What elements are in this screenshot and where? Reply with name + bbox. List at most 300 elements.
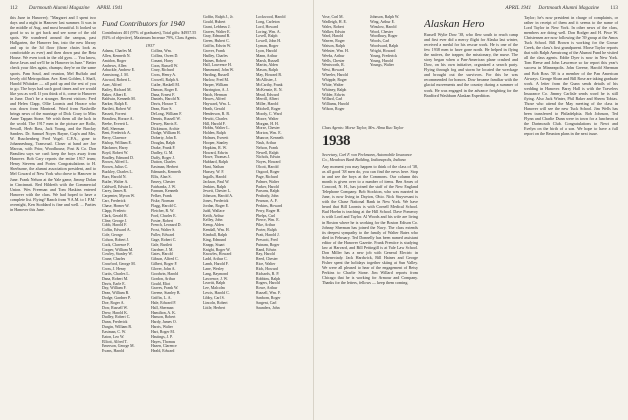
- contributor-name: Jordan, Roger E.: [203, 203, 230, 208]
- fund-heading: Fund Contributors for 1940: [102, 19, 185, 28]
- contributor-name: Gray, Edmund B.: [203, 34, 231, 39]
- contributor-name: Ellis, Alan S.: [151, 174, 172, 179]
- contributor-name: Prescott, Fred: [256, 237, 278, 242]
- contributor-name: Wilder, Edwin: [322, 92, 345, 97]
- contributor-name: Graves, Walter E.: [203, 29, 231, 34]
- contributor-name: Gibson, Alfred C.: [151, 257, 179, 262]
- contributor-name: Elliott, Alfred T.: [102, 339, 128, 344]
- contributor-name: Robbins, Ralph: [256, 276, 281, 281]
- contributor-name: Lewis, Harold C.: [203, 291, 230, 296]
- contributor-name: Hart, Roger M.: [151, 329, 175, 334]
- contributor-name: Wilson, Roger: [322, 107, 345, 112]
- contributor-name: Pike, Arthur: [256, 223, 276, 228]
- contributor-name: Vose, Carl M.: [322, 15, 344, 19]
- alaska-text: Russell Wylie Dow '38, who flew south to reach camp and first ever did a mercy flight for Alaska last winter, received a medal for his rescue work. He is one of the few 1938 men to have gone north. He helped in flying the natives, the trapper, the missionary, the nurse. The story began when a Pan-American plane crashed and Dow, on his own initiative, organized a search party. Flying through fog and storm he located the wreckage and brought out the survivors. For this he was recommended for honors. Dow became familiar with the glacial movements and the country during a summer of work. He was engaged in the advance freighting for the Bradford Washburn Alaskan Expedition.: [424, 32, 518, 98]
- contributor-name: Mason, Ralph: [256, 68, 278, 73]
- contributor-name: Miller, Harold: [256, 102, 279, 107]
- contributor-name: Doherty, John E.: [151, 136, 178, 141]
- contributor-name: Dodge, William H.: [151, 131, 181, 136]
- contributor-name: Young, Frederick: [370, 53, 398, 58]
- contributor-name: Dorr, Russell W.: [102, 305, 128, 310]
- contributor-name: Harlow, Fred M.: [203, 77, 229, 82]
- contributor-name: Curtis, Charles L.: [102, 271, 130, 276]
- contributor-name: Sargent, Carl: [256, 300, 277, 305]
- contributor-name: Coffin, Edward A.: [102, 228, 131, 233]
- contributor-name: Watson, Ralph: [322, 44, 345, 49]
- secretary-line: Secretary, Carl F. von Peckmann, Automobile Insurance Co., Meadows Bank Building, Indianapolis, Indiana: [322, 152, 413, 162]
- contributor-name: Cross, J. Henry: [102, 266, 126, 271]
- contributor-name: Parker, Harold: [256, 184, 279, 189]
- contributor-name: Woods, Carl: [370, 39, 390, 44]
- contributor-name: Glover, John A.: [151, 266, 176, 271]
- contributor-name: Felker, Frank: [151, 194, 172, 199]
- contributor-name: Douglas, Ralph: [151, 141, 176, 146]
- contributor-name: Wells, Chester: [322, 58, 345, 63]
- contributor-name: Allen, Kenneth N.: [102, 53, 131, 58]
- contributor-name: Winslow, Harold: [370, 24, 397, 29]
- contributor-name: Perkins, Howard: [256, 203, 283, 208]
- contributor-name: Eaton, Leo W.: [102, 334, 125, 339]
- contributor-name: Chase, Homer W.: [102, 204, 130, 208]
- contributor-name: Evans, Harold: [102, 349, 125, 354]
- contributor-name: Merrill, Albert: [256, 97, 279, 102]
- contributor-name: Adams, Charles M.: [102, 49, 133, 53]
- contributor-name: Johnson, Harold A.: [203, 194, 234, 199]
- contributor-name: Rice, Walter: [256, 262, 276, 267]
- contributor-name: Bailey, Richard M.: [102, 87, 132, 92]
- contributor-name: Atwood, Robert L.: [102, 78, 132, 83]
- contributor-name: West, Howard: [322, 68, 345, 73]
- contributor-name: Marsh, Russell: [256, 58, 280, 63]
- contributor-name: Emerson, George M.: [102, 344, 135, 349]
- contributor-name: Lockwood, Harold: [256, 15, 286, 19]
- contributor-name: Baker, Albert E.: [102, 92, 128, 97]
- fund-subline: Contributors 401 (97% of graduates), Total gifts: $4957.55 (92% of objective), Maximum Increase 79%, Class Agents.: [102, 30, 198, 40]
- class-1938-text: Any moment you may happen to think of the class of '38, as all good '38 men do, you can find the news here. Stop in and see the boys at the Commons. Our column this month is given over to a number of items. Ben Ames of Concord, N. H., has joined the staff of the New England Telephone Company. Bob Stockton, who was married in June, is now living in Dayton, Ohio. Nick Stuyvesant is with the Chase National Bank in New York. We have heard that Bill Loomis is with Cornell Medical School. Bud Hoehn is teaching at the Hill School. Dave Pomeroy is with Lord and Taylor. Al Woods and his wife are living in Boston where he is working for the Boston Edison Co. Johnny Sherman has joined the Navy. The class extends its deepest sympathy to the family of Walter Bates who died in February. Ted Donnelly has been named assistant editor of the Hanover Gazette. Frank Prentice is studying law at Harvard, and Bill Pettingill is at Yale Law School. Don Miller has a new job with General Electric in Schenectady. Jack Hardwick, Bill Haines and George Fisher spent the holidays together skiing at Sun Valley. We were all pleased to hear of the engagement of Betsy Perkins to Charlie Stone. Jim Willard reports from Chicago that he is working for Armour and Company. Thanks for the letters, fellows — keep them coming.: [322, 164, 418, 286]
- contributor-name: Moody, C. Ward: [256, 111, 282, 116]
- contributor-name: Greene, Stanley B.: [151, 291, 181, 296]
- right-col-middle: [424, 15, 518, 415]
- contributor-name: Osgood, Roger: [256, 170, 280, 174]
- right-col-right: [524, 15, 618, 415]
- contributor-name: Hill, Harold F.: [203, 121, 226, 126]
- contributor-name: Hubbard, Ralph: [203, 160, 228, 165]
- left-columns: [10, 15, 306, 415]
- contributor-name: Holden, Ralph: [203, 131, 226, 136]
- contributor-name: Gardner, J. M.: [151, 247, 174, 252]
- contributor-name: Drew, Harold K.: [102, 310, 128, 315]
- contributor-name: Hadley, Charles: [203, 53, 228, 58]
- contributor-name: Reed, Chester: [256, 257, 278, 262]
- contributor-name: Clark, Gerald R.: [102, 213, 128, 218]
- contributor-name: Howard, Edwin: [203, 150, 228, 155]
- contributor-name: DeLong, William F.: [151, 111, 183, 116]
- contributor-name: Bell, Sherman: [102, 126, 125, 131]
- contributor-name: Weeks, Arthur: [322, 53, 345, 58]
- page-number: 113: [610, 5, 618, 11]
- contributor-name: Hunt, Nathan: [203, 165, 224, 170]
- magazine-title: Dartmouth Alumni Magazine: [538, 5, 600, 11]
- contributor-name: Boyd, Robert W.: [102, 150, 129, 155]
- contributor-name: Davis, Earle E.: [102, 281, 126, 286]
- contributor-name: Carey, James R.: [102, 189, 128, 194]
- contributor-name: Hobbs, Walter L.: [203, 126, 230, 131]
- contributor-name: Dickinson, Archie: [151, 126, 180, 131]
- magazine-title: Dartmouth Alumni Magazine: [28, 5, 90, 11]
- contributor-name: Dennis, Russell W.: [151, 116, 181, 121]
- contributor-name: Woodward, Ralph: [370, 44, 399, 49]
- contributor-name: Day, William F.: [102, 286, 127, 291]
- contributor-name: Ladd, Arthur C.: [203, 257, 228, 262]
- contributor-name: Collins, Owen D.: [151, 53, 179, 58]
- contributor-name: Martin, Alden: [256, 63, 278, 68]
- contributor-name: Williams, Harold: [322, 102, 349, 107]
- contributor-name: Bishop, William E.: [102, 141, 132, 146]
- contributor-name: Wadleigh, H. E.: [322, 19, 347, 24]
- contributor-name: Kelley, John: [203, 218, 223, 223]
- contributor-name: Perry, Roger H.: [256, 208, 281, 213]
- contributor-name: Goffin, Ralph J., Jr.: [203, 15, 234, 19]
- contributor-name: Butler, Walter A.: [102, 179, 129, 184]
- names-list-d: [256, 15, 306, 310]
- contributor-name: Cobb, Harold F.: [102, 223, 127, 228]
- contributor-name: Harper, William: [203, 82, 229, 87]
- contributor-name: Hatch, Herman: [203, 92, 227, 97]
- contributor-name: Davis, Horace T.: [151, 102, 178, 107]
- contributor-name: Heath, Gerald: [203, 107, 225, 112]
- contributor-name: Henderson, R. B.: [203, 111, 230, 116]
- contributor-name: Fuller, Edward: [151, 233, 175, 238]
- contributor-name: Noyes, Howard: [256, 160, 281, 165]
- contributor-name: Long, Carleton: [256, 19, 280, 24]
- contributor-name: Lyon, Harold: [256, 48, 277, 53]
- contributor-name: Knight, Roger W.: [203, 247, 231, 252]
- contributor-name: Munroe, Kenneth: [256, 136, 284, 141]
- contributor-name: Phelps, Carl: [256, 213, 276, 218]
- contributor-name: Blackmer, Harry: [102, 145, 128, 150]
- contributor-name: Young, Harold: [370, 58, 393, 63]
- contributor-name: Lord, Howard: [256, 24, 279, 29]
- contributor-name: Hastings, J. P.: [151, 334, 173, 339]
- contributor-name: Beebe, Everett L.: [102, 121, 130, 126]
- contributor-name: Pierce, Wm. E.: [256, 218, 280, 223]
- contributor-name: Conant, Harry: [151, 58, 174, 63]
- contributor-name: Judd, Wallace: [203, 208, 225, 213]
- contributor-name: Rand, Edwin: [256, 247, 277, 252]
- contributor-name: Kendall, Wm. H.: [203, 228, 230, 233]
- contributor-name: Dana, Ernest F.: [151, 92, 175, 97]
- names-list-a: [102, 49, 149, 354]
- contributor-name: Woodbury, Roger: [370, 34, 398, 39]
- contributor-name: Morton, Wm. E.: [256, 131, 282, 136]
- contributor-name: Jenkins, Ralph: [203, 184, 226, 189]
- class-notes-text: this June in Hanover); "Margaret and I spent two days and a night in Hanover last summer. It was in the middle of Aug. and most beautiful. It looked so good to us to get back and see some of the old spots. We wandered around the campus, past Hallgarten, the Hanover Inn, into the new library and up to the 3d floor (those chairs look as comfortable as ever) and then down past the Beta House. We even took in the old gym. ... You know, those Javas and we'll be in Hanover in June." Better check your files again, chumps; they're on the same sports. Pam Soud, and reunion, Mel Buffalo and lovely old Metropolitan. Ave. Kent Golden, I. Shaff, Harold Whitaker — all paid up and the rest of you to go. The boys had such good times and we would like you as well. If you think of it, come to Hanover in June. Don't be a stranger. Recent visitors: Fred and Helen Clapp, Ollie Loomis and Horace who was down from Montreal. Word from Nashville brings news of the marriage of Dick Crary to Miss Anne Tappan Stone. We wish them all the luck in the world. The 1917 men in the picture are Rollo, Sewall, Herb Bass, Jack Young, and the Barclay Sanders. Dr. Samuel Noyes Bayne, Cap'n and Mrs. W. Ruschenberg Fred Vogel. C.P.A., gone to Johannesburg, Transvaal. Closer at hand are Joe Marcus, with Prior, Woodhouse, Post & Co. Don Beaulieu says we can't keep the boys away from Hanover. Bob Cary reports the entire 1917 team; Henry Stevens and Porter. Congratulations to H. Sherburne, the alumni association president, and to Mel Coward of New York who drove to Hanover in June. Frank Nelson at the Yale game, Jimmy Dolan in Cincinnati. Red Hildreth with the Commercial Union. Wes Freeman and Tom Haskins entered Hanover with the class. We had hoped to have a complete list. Flying? Ranch from '9 A.M. to 1 P.M.' overnight, Ken Stoddard is fine and well. ... Parties in Hanover this June.: [10, 15, 96, 212]
- contributor-name: Ward, Harold: [322, 34, 344, 39]
- contributor-name: Lowell, John H.: [256, 39, 282, 44]
- contributor-name: Gilbert, Roger F.: [151, 262, 178, 267]
- contributor-name: Daniels, Harold N.: [151, 97, 181, 102]
- contributor-name: Putnam, Roger: [256, 242, 280, 247]
- class-year-number: 1938: [322, 133, 350, 149]
- contributor-name: Andrews, Allen: [102, 63, 127, 68]
- contributor-name: Bradley, Edmond D.: [102, 155, 134, 160]
- contributor-name: Coon, Russell W.: [151, 63, 179, 68]
- contributor-name: Wright, Howard: [370, 48, 396, 53]
- contributor-name: Bartlett, Robert W.: [102, 107, 132, 112]
- contributor-name: Kemp, Alden: [203, 223, 224, 228]
- alaska-heading: Alaskan Hero: [424, 18, 485, 30]
- names-list-c: [203, 15, 253, 310]
- contributor-name: Buckley, Charles L.: [102, 170, 133, 175]
- contributor-name: Clapp, Frederic: [102, 208, 127, 213]
- contributor-name: Hayes, Thomas: [151, 339, 176, 344]
- contributor-name: Hopkins, R. W.: [203, 145, 227, 150]
- contributor-name: Nelson, Frank: [256, 145, 279, 150]
- contributor-name: Gage, Robert C.: [151, 237, 177, 242]
- contributor-name: Damon, Roger E.: [151, 87, 179, 92]
- contributor-name: Brown, Alfred L.: [102, 160, 129, 165]
- contributor-name: Wales, Robert: [322, 24, 344, 29]
- contributor-name: Harris, Walter: [151, 325, 173, 330]
- contributor-name: Brown, Julius C.: [102, 165, 129, 170]
- contributor-name: Dutton, Charles: [151, 160, 176, 165]
- contributor-name: Russell, Wm. F.: [256, 291, 281, 296]
- contributor-name: Caldwell, Edwin L.: [102, 184, 133, 189]
- contributor-name: Fletcher, R. W.: [151, 208, 175, 213]
- right-page: [314, 0, 628, 420]
- contributor-name: Hanson, Robert: [151, 315, 176, 320]
- contributor-name: Cole, George: [102, 233, 123, 238]
- contributor-name: Rich, Howard: [256, 266, 278, 271]
- contributor-name: Dodge, Gardner P.: [102, 296, 131, 301]
- contributor-name: Ray, Harold: [256, 252, 275, 257]
- contributor-name: Whitney, Ralph: [322, 87, 347, 92]
- contributor-name: Cutler, Haskell M.: [151, 82, 180, 87]
- names-column-d: [256, 15, 306, 415]
- contributor-name: Ford, Charles E.: [151, 213, 177, 218]
- contributor-name: Flagg, Harold C.: [151, 204, 178, 208]
- contributor-name: Keith, Arthur: [203, 213, 224, 218]
- contributor-name: Lovell, Ralph: [256, 34, 278, 39]
- contributor-name: Loring, Wm. A.: [256, 29, 281, 34]
- contributor-name: Lamb, Harold F.: [203, 262, 229, 267]
- contributor-name: Hall, Lawrence H.: [203, 63, 232, 68]
- page-number: 112: [10, 5, 18, 11]
- contributor-name: Burr, Harold N.: [102, 174, 127, 179]
- contributor-name: McAllister, J.: [256, 77, 278, 82]
- contributor-name: Hamilton, A. K.: [151, 310, 176, 315]
- contributor-name: Peabody, John: [256, 194, 279, 199]
- contributor-name: Moore, Walter: [256, 116, 279, 121]
- contributor-name: Graves, Frank W.: [151, 286, 179, 291]
- contributor-name: Hooper, Stanley: [203, 140, 229, 145]
- contributor-name: Crane, Charles: [102, 257, 126, 262]
- contributor-name: Howe, Thomas J.: [203, 155, 231, 160]
- contributor-name: Warren, Roger: [322, 39, 345, 44]
- contributor-name: Duffy, Roger J.: [151, 155, 175, 160]
- names-list-f: [370, 15, 418, 68]
- contributor-name: Lane, Wesley: [203, 266, 225, 271]
- contributor-name: Cooper, William M.: [102, 247, 134, 252]
- contributor-name: White, Walter: [322, 82, 344, 87]
- contributor-name: May, Howard B.: [256, 73, 282, 78]
- contributor-name: Goodwin, Harold: [151, 271, 179, 276]
- contributor-name: Wood, Chester: [370, 29, 394, 34]
- contributor-name: Webster, Wm. H.: [322, 48, 349, 53]
- contributor-name: Grant, Lebbeus J.: [203, 24, 231, 29]
- contributor-name: Sanborn, Roger: [256, 295, 281, 300]
- contributor-name: Pratt, Harold J.: [256, 232, 280, 237]
- contributor-name: Doe, Roger A.: [102, 300, 125, 305]
- contributor-name: Bent, Frederick A.: [102, 131, 131, 136]
- contributor-name: Morgan, H. H.: [256, 121, 279, 126]
- contributor-name: Colson, Robert J.: [102, 237, 130, 242]
- contributor-name: Porter, Ralph: [256, 228, 277, 233]
- contributor-name: Olcott, Harold: [256, 165, 279, 170]
- contributor-name: Nash, Arthur: [256, 140, 277, 145]
- contributor-name: Frost, Walter S.: [151, 228, 176, 233]
- contributor-name: French, Leonard D.: [151, 223, 182, 228]
- contributor-name: Pearson, A. F.: [256, 199, 278, 204]
- contributor-name: Dudley, Robert C.: [102, 315, 131, 320]
- contributor-name: Emery, Chester: [151, 179, 175, 184]
- contributor-name: Cowley, Stanley W.: [102, 252, 133, 257]
- contributor-name: Carr, Frederick: [102, 199, 126, 204]
- contributor-name: Newell, Ralph: [256, 150, 279, 155]
- contributor-name: Parsons, Ralph: [256, 189, 280, 194]
- contributor-name: Dean, William B.: [102, 291, 130, 296]
- contributor-name: Walker, Edwin: [322, 29, 346, 34]
- contributor-name: Holmes, Everett: [203, 136, 229, 141]
- contributor-name: Hammond, John W.: [203, 68, 234, 73]
- contributor-name: Page, Richard: [256, 174, 278, 179]
- contributor-name: Richards, R. P.: [256, 271, 280, 276]
- right-columns: [322, 15, 618, 415]
- contributor-name: Foster, Robert: [151, 218, 174, 223]
- contributor-name: Gould, Eliot: [151, 281, 171, 286]
- contributor-name: Jewett, Chester L.: [203, 189, 232, 194]
- contributor-name: Gordon, Arthur: [151, 276, 175, 281]
- contributor-name: Dana, Robert M.: [102, 276, 129, 281]
- contributor-name: Nichols, Edwin: [256, 155, 281, 160]
- names-list-b: [151, 49, 198, 354]
- running-head-right: [322, 5, 618, 11]
- contributor-name: Cline, George J.: [102, 218, 128, 223]
- contributor-name: Hussey, W. F.: [203, 170, 225, 174]
- contributor-name: Jackson, Paul W.: [203, 179, 230, 184]
- contributor-name: Dewey, Harris E.: [151, 121, 178, 126]
- contributor-name: Hall, Sherman: [151, 305, 174, 310]
- contributor-name: Wing, Arthur E.: [370, 19, 395, 24]
- contributor-name: Collins, Wm.: [151, 49, 172, 53]
- contributor-name: Rogers, Harold: [256, 281, 280, 286]
- class-notes-continued: Taylor; he's now president in charge of complaints, or rather in receipt of them and it seems to the name of Lord Taylor in New York. In other news of the class, members are doing well. Don Rodger and H. Piwe W. Christensen are now following the '39 group at the Amos Tuck School. Bill Brown is working for the Grosse Creek, the class's first grandparent. Morse Taylor reports that with Ralph Armstrong of the Alumni Fund he visited all the class agents. Eddie Dyer is now in New York. Tom Reese and John Lawrence so far report this year's success in Minneapolis. John Greene, Harold Sherman and Bob Ross '38 is a member of the Pan American Airways. George Sloan and Bill Rose are taking graduate work. A letter from the Gunn sends details of his wedding in Hanover. Barry Hall is with the Travelers Insurance Co. Jimmy Carlisle sends word he is still flying. Also Jack Winter, Phil Baker and Sherm Tobias. Those who attend the May meeting of the class in Hanover will see the new Tuck School. Jim Wells has been transferred to Philadelphia. Bob Johnson, Ted Flynn and Charlie Dunn were in town for a luncheon at the Dartmouth Club. Congratulations to Newt and Evelyn on the birth of a son. We hope to have a full report on the Reunion plans in the next issue.: [524, 15, 618, 137]
- contributor-name: Mitchell, Roger: [256, 107, 281, 112]
- contributor-name: Ingalls, Harold: [203, 174, 227, 179]
- contributor-name: Crawford, George M.: [102, 262, 136, 267]
- contributor-name: Carpenter, Myron W.: [102, 194, 135, 199]
- right-col-left: [322, 15, 418, 415]
- contributor-name: Knowles, Howard: [203, 252, 232, 257]
- contributor-name: Youngs, Walter: [370, 63, 394, 68]
- names-list-e: [322, 15, 368, 112]
- contributor-name: Crary, Richard: [151, 68, 174, 73]
- contributor-name: Mead, Edward: [256, 92, 279, 97]
- contributor-name: Wheeler, Harold: [322, 73, 348, 78]
- contributor-name: Dunn, Frederick: [102, 320, 128, 325]
- contributor-name: Cook, Clarence F.: [102, 242, 130, 247]
- contributor-name: Harding, Russell: [203, 73, 230, 78]
- contributor-name: Green, Hubert C.: [203, 39, 230, 44]
- contributor-name: Lawrence, J. W.: [203, 276, 228, 281]
- contributor-name: Farnum, Kenneth: [151, 189, 179, 194]
- contributor-name: Whipple, Roger: [322, 77, 347, 82]
- contributor-name: Johnson, Ralph W.: [370, 15, 400, 19]
- class-agents-note: Class Agents: Morse Taylor, Mrs. Alma Ruo Taylor: [322, 125, 404, 130]
- contributor-name: Cross, Henry A.: [151, 73, 177, 78]
- contributor-name: Palmer, Walter: [256, 179, 280, 184]
- contributor-name: Griffin, Edwin W.: [203, 44, 232, 49]
- contributor-name: Durgin, William B.: [102, 325, 132, 330]
- contributor-name: McKenzie, R. N.: [256, 87, 283, 92]
- contributor-name: Crowell, Ralph A.: [151, 78, 180, 83]
- contributor-name: Mann, Arthur: [256, 53, 278, 58]
- contributor-name: Hayward, Wm. L.: [203, 102, 232, 107]
- issue-date: APRIL 1941: [96, 5, 123, 11]
- contributor-name: McCarthy, Frank: [256, 82, 283, 87]
- contributor-name: Amidon, Roger: [102, 58, 127, 63]
- contributor-name: Knapp, Stuart: [203, 242, 225, 247]
- contributor-name: Morse, Chester: [256, 126, 280, 131]
- contributor-name: Hawes, Alfred: [203, 97, 226, 102]
- issue-date: APRIL 1941: [505, 5, 532, 11]
- contributor-name: Dean, Burr S.: [151, 107, 173, 112]
- contributor-name: Barker, Ralph E.: [102, 102, 128, 107]
- contributor-name: Fairbanks, J. W.: [151, 184, 176, 189]
- contributor-name: Little, Herbert: [203, 305, 226, 310]
- contributor-name: Fiske, Norman: [151, 199, 175, 204]
- contributor-name: Rowe, Arthur: [256, 286, 278, 291]
- contributor-name: Lyman, Roger: [256, 44, 279, 49]
- contributor-name: Kimball, Ralph: [203, 232, 227, 237]
- contributor-name: Wentworth, R.: [322, 63, 345, 68]
- contributor-name: Drake, Frank F.: [151, 145, 176, 150]
- contributor-name: Willard, Carl: [322, 97, 343, 102]
- contributor-name: Lincoln, Robert: [203, 300, 228, 305]
- contributor-name: King, Edmund: [203, 237, 226, 242]
- fund-contributors-block: [102, 15, 198, 415]
- contributor-name: Gates, Harold: [151, 252, 173, 257]
- contributor-name: Edmunds, Kenneth: [151, 170, 181, 175]
- contributor-name: Beaulieu, Horace A.: [102, 116, 134, 121]
- contributor-name: Bassett, Forrest: [102, 111, 127, 116]
- contributor-name: Gould, Hubert: [203, 19, 226, 24]
- contributor-name: Arbuckle, Andrew E.: [102, 68, 136, 73]
- class-year-heading: [322, 133, 418, 150]
- contributor-name: Heald, Edward: [151, 349, 175, 354]
- contributor-name: Grover, Frank: [203, 48, 225, 53]
- contributor-name: Gale, Bartlett: [151, 242, 172, 247]
- year-heading: 1937: [145, 43, 155, 48]
- contributor-name: Berry, Clarence: [102, 136, 127, 141]
- contributor-name: Eastman, Herbert: [151, 165, 179, 170]
- contributor-name: Haines, Robert: [203, 58, 227, 63]
- contributor-name: Hardy, James O.: [151, 320, 177, 325]
- contributor-name: Hewitt, Charles: [203, 116, 228, 121]
- running-head-left: [10, 5, 306, 11]
- contributor-name: Hale, Edward F.: [151, 300, 177, 305]
- contributor-name: Baldwin, Kenneth M.: [102, 97, 136, 102]
